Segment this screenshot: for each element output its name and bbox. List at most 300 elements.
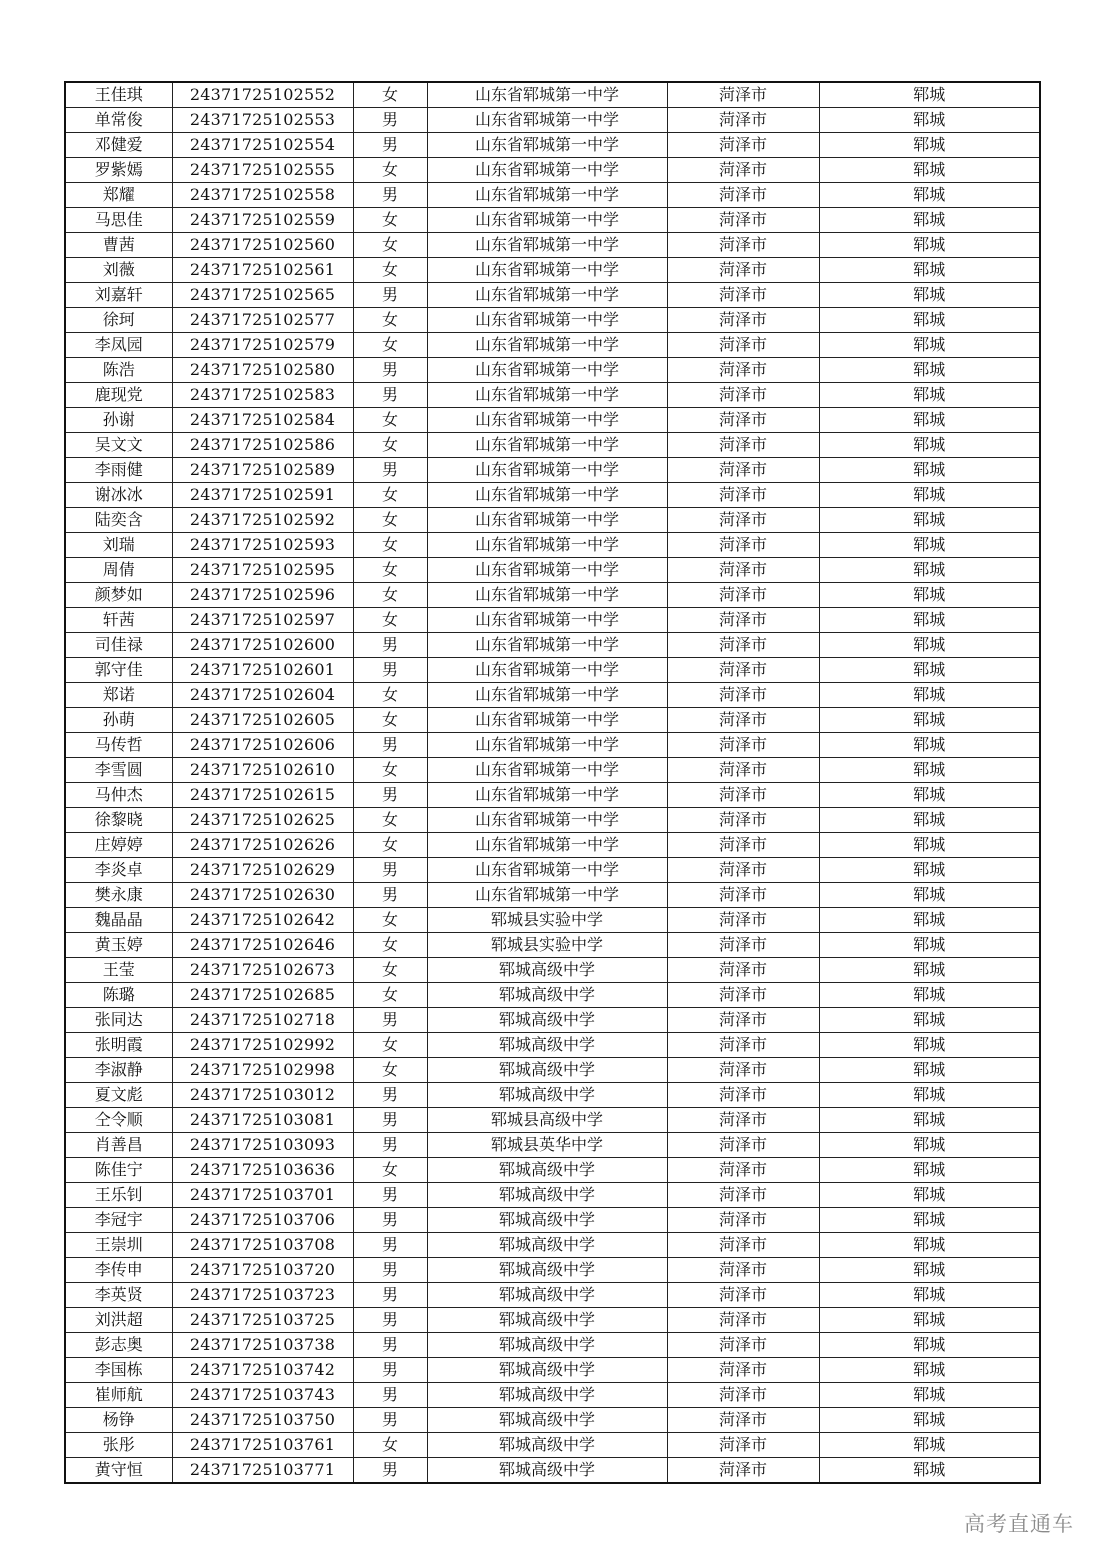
- gender-cell: 女: [353, 758, 427, 783]
- gender-cell: 男: [353, 458, 427, 483]
- county-cell: 郓城: [819, 483, 1040, 508]
- city-cell: 菏泽市: [667, 958, 819, 983]
- school-cell: 山东省郓城第一中学: [427, 558, 667, 583]
- gender-cell: 女: [353, 558, 427, 583]
- exam-id-cell: 24371725102565: [172, 283, 353, 308]
- school-cell: 山东省郓城第一中学: [427, 533, 667, 558]
- school-cell: 山东省郓城第一中学: [427, 333, 667, 358]
- table-row: [65, 633, 1040, 658]
- table-row: [65, 158, 1040, 183]
- exam-id-cell: 24371725102595: [172, 558, 353, 583]
- school-cell: 山东省郓城第一中学: [427, 808, 667, 833]
- school-cell: 山东省郓城第一中学: [427, 82, 667, 108]
- table-row: [65, 1258, 1040, 1283]
- school-cell: 郓城高级中学: [427, 1283, 667, 1308]
- school-cell: 山东省郓城第一中学: [427, 758, 667, 783]
- name-cell: 孙萌: [65, 708, 172, 733]
- city-cell: 菏泽市: [667, 233, 819, 258]
- exam-id-cell: 24371725102604: [172, 683, 353, 708]
- table-row: [65, 1333, 1040, 1358]
- gender-cell: 男: [353, 1083, 427, 1108]
- exam-id-cell: 24371725102626: [172, 833, 353, 858]
- name-cell: 徐珂: [65, 308, 172, 333]
- city-cell: 菏泽市: [667, 283, 819, 308]
- exam-id-cell: 24371725103720: [172, 1258, 353, 1283]
- table-row: [65, 683, 1040, 708]
- exam-id-cell: 24371725102630: [172, 883, 353, 908]
- school-cell: 郓城高级中学: [427, 983, 667, 1008]
- school-cell: 郓城高级中学: [427, 1208, 667, 1233]
- exam-id-cell: 24371725102561: [172, 258, 353, 283]
- table-row: [65, 608, 1040, 633]
- school-cell: 郓城高级中学: [427, 1433, 667, 1458]
- gender-cell: 男: [353, 1283, 427, 1308]
- county-cell: 郓城: [819, 383, 1040, 408]
- city-cell: 菏泽市: [667, 983, 819, 1008]
- exam-id-cell: 24371725103081: [172, 1108, 353, 1133]
- gender-cell: 男: [353, 383, 427, 408]
- school-cell: 山东省郓城第一中学: [427, 433, 667, 458]
- name-cell: 鹿现党: [65, 383, 172, 408]
- name-cell: 李英贤: [65, 1283, 172, 1308]
- city-cell: 菏泽市: [667, 1158, 819, 1183]
- gender-cell: 女: [353, 1058, 427, 1083]
- gender-cell: 女: [353, 508, 427, 533]
- county-cell: 郓城: [819, 158, 1040, 183]
- name-cell: 单常俊: [65, 108, 172, 133]
- table-row: [65, 1033, 1040, 1058]
- gender-cell: 女: [353, 233, 427, 258]
- city-cell: 菏泽市: [667, 1083, 819, 1108]
- name-cell: 孙谢: [65, 408, 172, 433]
- table-row: [65, 658, 1040, 683]
- county-cell: 郓城: [819, 983, 1040, 1008]
- county-cell: 郓城: [819, 82, 1040, 108]
- school-cell: 郓城高级中学: [427, 1033, 667, 1058]
- exam-id-cell: 24371725102593: [172, 533, 353, 558]
- county-cell: 郓城: [819, 783, 1040, 808]
- county-cell: 郓城: [819, 333, 1040, 358]
- city-cell: 菏泽市: [667, 183, 819, 208]
- county-cell: 郓城: [819, 608, 1040, 633]
- city-cell: 菏泽市: [667, 108, 819, 133]
- name-cell: 轩茜: [65, 608, 172, 633]
- table-row: [65, 1433, 1040, 1458]
- exam-id-cell: 24371725102589: [172, 458, 353, 483]
- table-row: [65, 1308, 1040, 1333]
- gender-cell: 男: [353, 1358, 427, 1383]
- exam-id-cell: 24371725102597: [172, 608, 353, 633]
- gender-cell: 女: [353, 808, 427, 833]
- name-cell: 李炎卓: [65, 858, 172, 883]
- table-row: [65, 858, 1040, 883]
- city-cell: 菏泽市: [667, 408, 819, 433]
- county-cell: 郓城: [819, 1083, 1040, 1108]
- school-cell: 山东省郓城第一中学: [427, 583, 667, 608]
- exam-id-cell: 24371725102559: [172, 208, 353, 233]
- school-cell: 山东省郓城第一中学: [427, 233, 667, 258]
- gender-cell: 女: [353, 958, 427, 983]
- county-cell: 郓城: [819, 133, 1040, 158]
- county-cell: 郓城: [819, 1433, 1040, 1458]
- gender-cell: 女: [353, 908, 427, 933]
- county-cell: 郓城: [819, 308, 1040, 333]
- city-cell: 菏泽市: [667, 433, 819, 458]
- name-cell: 李淑静: [65, 1058, 172, 1083]
- gender-cell: 男: [353, 1333, 427, 1358]
- exam-id-cell: 24371725102555: [172, 158, 353, 183]
- table-row: [65, 258, 1040, 283]
- name-cell: 王崇圳: [65, 1233, 172, 1258]
- exam-id-cell: 24371725102992: [172, 1033, 353, 1058]
- name-cell: 刘瑞: [65, 533, 172, 558]
- county-cell: 郓城: [819, 358, 1040, 383]
- gender-cell: 女: [353, 1033, 427, 1058]
- county-cell: 郓城: [819, 758, 1040, 783]
- city-cell: 菏泽市: [667, 1133, 819, 1158]
- table-row: [65, 583, 1040, 608]
- gender-cell: 女: [353, 1433, 427, 1458]
- city-cell: 菏泽市: [667, 758, 819, 783]
- name-cell: 曹茜: [65, 233, 172, 258]
- table-row: [65, 358, 1040, 383]
- county-cell: 郓城: [819, 458, 1040, 483]
- name-cell: 陈璐: [65, 983, 172, 1008]
- table-row: [65, 233, 1040, 258]
- exam-id-cell: 24371725103701: [172, 1183, 353, 1208]
- exam-id-cell: 24371725102580: [172, 358, 353, 383]
- school-cell: 山东省郓城第一中学: [427, 183, 667, 208]
- table-row: [65, 108, 1040, 133]
- county-cell: 郓城: [819, 533, 1040, 558]
- school-cell: 山东省郓城第一中学: [427, 408, 667, 433]
- table-row: [65, 1383, 1040, 1408]
- city-cell: 菏泽市: [667, 1033, 819, 1058]
- gender-cell: 男: [353, 133, 427, 158]
- school-cell: 山东省郓城第一中学: [427, 608, 667, 633]
- table-row: [65, 958, 1040, 983]
- school-cell: 郓城高级中学: [427, 1258, 667, 1283]
- gender-cell: 男: [353, 358, 427, 383]
- gender-cell: 女: [353, 833, 427, 858]
- table-row: [65, 533, 1040, 558]
- gender-cell: 女: [353, 933, 427, 958]
- name-cell: 吴文文: [65, 433, 172, 458]
- gender-cell: 女: [353, 408, 427, 433]
- county-cell: 郓城: [819, 1108, 1040, 1133]
- city-cell: 菏泽市: [667, 908, 819, 933]
- school-cell: 郓城高级中学: [427, 1458, 667, 1484]
- school-cell: 山东省郓城第一中学: [427, 833, 667, 858]
- gender-cell: 女: [353, 258, 427, 283]
- county-cell: 郓城: [819, 1058, 1040, 1083]
- school-cell: 郓城高级中学: [427, 1408, 667, 1433]
- exam-id-cell: 24371725102605: [172, 708, 353, 733]
- city-cell: 菏泽市: [667, 608, 819, 633]
- gender-cell: 男: [353, 1208, 427, 1233]
- school-cell: 郓城县实验中学: [427, 908, 667, 933]
- city-cell: 菏泽市: [667, 808, 819, 833]
- gender-cell: 女: [353, 1158, 427, 1183]
- name-cell: 刘薇: [65, 258, 172, 283]
- exam-id-cell: 24371725102577: [172, 308, 353, 333]
- school-cell: 郓城县高级中学: [427, 1108, 667, 1133]
- county-cell: 郓城: [819, 883, 1040, 908]
- city-cell: 菏泽市: [667, 483, 819, 508]
- exam-id-cell: 24371725103771: [172, 1458, 353, 1484]
- name-cell: 彭志奥: [65, 1333, 172, 1358]
- city-cell: 菏泽市: [667, 708, 819, 733]
- city-cell: 菏泽市: [667, 383, 819, 408]
- table-row: [65, 483, 1040, 508]
- name-cell: 邓健爱: [65, 133, 172, 158]
- exam-id-cell: 24371725102625: [172, 808, 353, 833]
- school-cell: 山东省郓城第一中学: [427, 858, 667, 883]
- table-row: [65, 758, 1040, 783]
- gender-cell: 男: [353, 733, 427, 758]
- name-cell: 樊永康: [65, 883, 172, 908]
- county-cell: 郓城: [819, 558, 1040, 583]
- name-cell: 颜梦如: [65, 583, 172, 608]
- name-cell: 徐黎晓: [65, 808, 172, 833]
- gender-cell: 男: [353, 1458, 427, 1484]
- county-cell: 郓城: [819, 1183, 1040, 1208]
- gender-cell: 男: [353, 283, 427, 308]
- table-row: [65, 708, 1040, 733]
- county-cell: 郓城: [819, 433, 1040, 458]
- name-cell: 王佳琪: [65, 82, 172, 108]
- school-cell: 郓城高级中学: [427, 1058, 667, 1083]
- table-row: [65, 308, 1040, 333]
- name-cell: 魏晶晶: [65, 908, 172, 933]
- school-cell: 山东省郓城第一中学: [427, 158, 667, 183]
- name-cell: 张同达: [65, 1008, 172, 1033]
- city-cell: 菏泽市: [667, 633, 819, 658]
- name-cell: 黄守恒: [65, 1458, 172, 1484]
- exam-id-cell: 24371725103636: [172, 1158, 353, 1183]
- table-row: [65, 1408, 1040, 1433]
- city-cell: 菏泽市: [667, 583, 819, 608]
- name-cell: 司佳禄: [65, 633, 172, 658]
- exam-id-cell: 24371725102552: [172, 82, 353, 108]
- city-cell: 菏泽市: [667, 1108, 819, 1133]
- city-cell: 菏泽市: [667, 783, 819, 808]
- gender-cell: 男: [353, 108, 427, 133]
- city-cell: 菏泽市: [667, 733, 819, 758]
- exam-id-cell: 24371725102606: [172, 733, 353, 758]
- exam-id-cell: 24371725103093: [172, 1133, 353, 1158]
- county-cell: 郓城: [819, 708, 1040, 733]
- exam-id-cell: 24371725102601: [172, 658, 353, 683]
- exam-id-cell: 24371725103725: [172, 1308, 353, 1333]
- name-cell: 庄婷婷: [65, 833, 172, 858]
- table-row: [65, 433, 1040, 458]
- name-cell: 李雨健: [65, 458, 172, 483]
- exam-id-cell: 24371725102615: [172, 783, 353, 808]
- gender-cell: 男: [353, 1233, 427, 1258]
- exam-id-cell: 24371725103743: [172, 1383, 353, 1408]
- county-cell: 郓城: [819, 733, 1040, 758]
- city-cell: 菏泽市: [667, 658, 819, 683]
- school-cell: 山东省郓城第一中学: [427, 708, 667, 733]
- county-cell: 郓城: [819, 258, 1040, 283]
- gender-cell: 女: [353, 433, 427, 458]
- table-row: [65, 1008, 1040, 1033]
- school-cell: 山东省郓城第一中学: [427, 733, 667, 758]
- exam-id-cell: 24371725102646: [172, 933, 353, 958]
- name-cell: 马仲杰: [65, 783, 172, 808]
- exam-id-cell: 24371725102629: [172, 858, 353, 883]
- school-cell: 山东省郓城第一中学: [427, 383, 667, 408]
- school-cell: 山东省郓城第一中学: [427, 358, 667, 383]
- county-cell: 郓城: [819, 908, 1040, 933]
- exam-id-cell: 24371725102718: [172, 1008, 353, 1033]
- city-cell: 菏泽市: [667, 1458, 819, 1484]
- county-cell: 郓城: [819, 508, 1040, 533]
- name-cell: 罗紫嫣: [65, 158, 172, 183]
- county-cell: 郓城: [819, 1283, 1040, 1308]
- city-cell: 菏泽市: [667, 133, 819, 158]
- exam-id-cell: 24371725103012: [172, 1083, 353, 1108]
- city-cell: 菏泽市: [667, 258, 819, 283]
- table-row: [65, 1358, 1040, 1383]
- city-cell: 菏泽市: [667, 1408, 819, 1433]
- school-cell: 山东省郓城第一中学: [427, 283, 667, 308]
- city-cell: 菏泽市: [667, 308, 819, 333]
- school-cell: 山东省郓城第一中学: [427, 658, 667, 683]
- table-row: [65, 808, 1040, 833]
- name-cell: 郑耀: [65, 183, 172, 208]
- table-row: [65, 933, 1040, 958]
- table-row: [65, 1083, 1040, 1108]
- gender-cell: 女: [353, 583, 427, 608]
- city-cell: 菏泽市: [667, 82, 819, 108]
- county-cell: 郓城: [819, 208, 1040, 233]
- city-cell: 菏泽市: [667, 1383, 819, 1408]
- student-list-table: [64, 81, 1041, 1484]
- school-cell: 郓城高级中学: [427, 1233, 667, 1258]
- city-cell: 菏泽市: [667, 358, 819, 383]
- table-row: [65, 458, 1040, 483]
- name-cell: 张彤: [65, 1433, 172, 1458]
- school-cell: 郓城高级中学: [427, 958, 667, 983]
- table-row: [65, 1058, 1040, 1083]
- city-cell: 菏泽市: [667, 933, 819, 958]
- school-cell: 山东省郓城第一中学: [427, 683, 667, 708]
- exam-id-cell: 24371725103738: [172, 1333, 353, 1358]
- table-row: [65, 82, 1040, 108]
- name-cell: 李冠宇: [65, 1208, 172, 1233]
- gender-cell: 女: [353, 533, 427, 558]
- exam-id-cell: 24371725102558: [172, 183, 353, 208]
- name-cell: 李国栋: [65, 1358, 172, 1383]
- gender-cell: 女: [353, 333, 427, 358]
- gender-cell: 女: [353, 308, 427, 333]
- county-cell: 郓城: [819, 108, 1040, 133]
- school-cell: 山东省郓城第一中学: [427, 458, 667, 483]
- table-row: [65, 1183, 1040, 1208]
- county-cell: 郓城: [819, 1408, 1040, 1433]
- exam-id-cell: 24371725103723: [172, 1283, 353, 1308]
- name-cell: 郑诺: [65, 683, 172, 708]
- city-cell: 菏泽市: [667, 1008, 819, 1033]
- school-cell: 郓城县英华中学: [427, 1133, 667, 1158]
- exam-id-cell: 24371725102579: [172, 333, 353, 358]
- table-row: [65, 908, 1040, 933]
- gender-cell: 男: [353, 1183, 427, 1208]
- gender-cell: 女: [353, 483, 427, 508]
- exam-id-cell: 24371725102685: [172, 983, 353, 1008]
- exam-id-cell: 24371725102610: [172, 758, 353, 783]
- county-cell: 郓城: [819, 858, 1040, 883]
- city-cell: 菏泽市: [667, 1333, 819, 1358]
- exam-id-cell: 24371725102554: [172, 133, 353, 158]
- name-cell: 李传申: [65, 1258, 172, 1283]
- exam-id-cell: 24371725103750: [172, 1408, 353, 1433]
- city-cell: 菏泽市: [667, 1258, 819, 1283]
- table-row: [65, 783, 1040, 808]
- table-row: [65, 983, 1040, 1008]
- gender-cell: 男: [353, 858, 427, 883]
- exam-id-cell: 24371725102584: [172, 408, 353, 433]
- gender-cell: 男: [353, 1133, 427, 1158]
- school-cell: 山东省郓城第一中学: [427, 108, 667, 133]
- city-cell: 菏泽市: [667, 333, 819, 358]
- school-cell: 郓城高级中学: [427, 1308, 667, 1333]
- county-cell: 郓城: [819, 1158, 1040, 1183]
- name-cell: 李雪圆: [65, 758, 172, 783]
- city-cell: 菏泽市: [667, 858, 819, 883]
- school-cell: 郓城高级中学: [427, 1183, 667, 1208]
- exam-id-cell: 24371725103742: [172, 1358, 353, 1383]
- gender-cell: 女: [353, 82, 427, 108]
- exam-id-cell: 24371725102596: [172, 583, 353, 608]
- county-cell: 郓城: [819, 1458, 1040, 1484]
- city-cell: 菏泽市: [667, 1308, 819, 1333]
- gender-cell: 女: [353, 158, 427, 183]
- county-cell: 郓城: [819, 958, 1040, 983]
- city-cell: 菏泽市: [667, 208, 819, 233]
- exam-id-cell: 24371725102592: [172, 508, 353, 533]
- exam-id-cell: 24371725102998: [172, 1058, 353, 1083]
- county-cell: 郓城: [819, 1333, 1040, 1358]
- name-cell: 杨铮: [65, 1408, 172, 1433]
- county-cell: 郓城: [819, 658, 1040, 683]
- name-cell: 周倩: [65, 558, 172, 583]
- table-body: [65, 82, 1040, 1483]
- exam-id-cell: 24371725102583: [172, 383, 353, 408]
- table-row: [65, 283, 1040, 308]
- name-cell: 李凤园: [65, 333, 172, 358]
- school-cell: 郓城高级中学: [427, 1333, 667, 1358]
- name-cell: 陆奕含: [65, 508, 172, 533]
- name-cell: 崔师航: [65, 1383, 172, 1408]
- name-cell: 马传哲: [65, 733, 172, 758]
- table-row: [65, 1108, 1040, 1133]
- school-cell: 郓城高级中学: [427, 1358, 667, 1383]
- exam-id-cell: 24371725102673: [172, 958, 353, 983]
- table-row: [65, 733, 1040, 758]
- county-cell: 郓城: [819, 1383, 1040, 1408]
- exam-id-cell: 24371725103706: [172, 1208, 353, 1233]
- gender-cell: 男: [353, 1108, 427, 1133]
- city-cell: 菏泽市: [667, 1433, 819, 1458]
- exam-id-cell: 24371725103708: [172, 1233, 353, 1258]
- name-cell: 刘嘉轩: [65, 283, 172, 308]
- school-cell: 山东省郓城第一中学: [427, 508, 667, 533]
- gender-cell: 男: [353, 658, 427, 683]
- name-cell: 夏文彪: [65, 1083, 172, 1108]
